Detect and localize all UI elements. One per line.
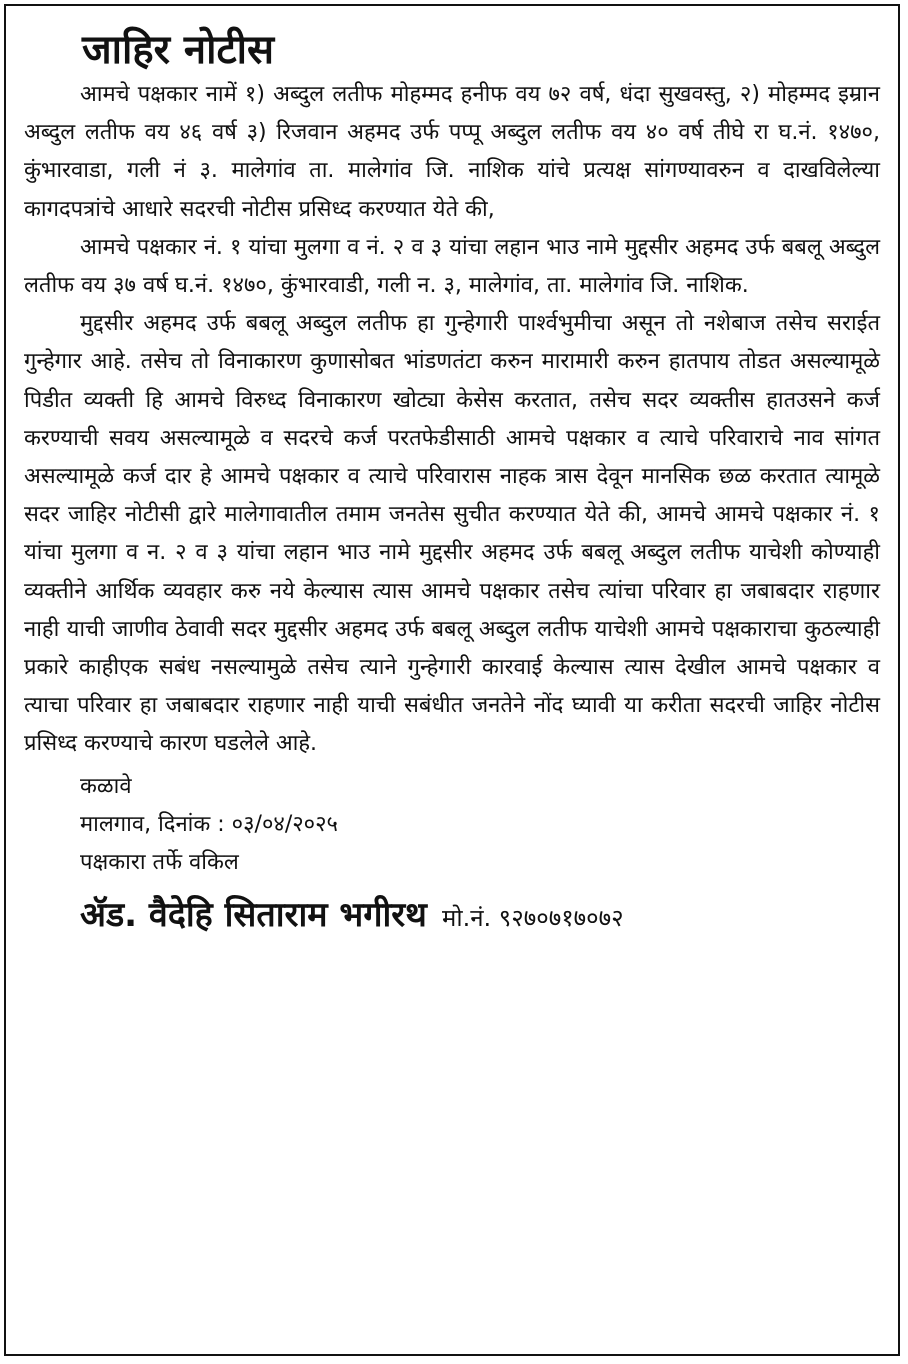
closing-on-behalf: पक्षकारा तर्फे वकिल	[80, 850, 239, 876]
notice-closing	[80, 768, 880, 883]
notice-paragraph-2: आमचे पक्षकार नं. १ यांचा मुलगा व नं. २ व ३ यांचा लहान भाउ नामे मुद्दसीर अहमद उर्फ बबलू अब्दुल लतीफ वय ३७ वर्ष घ.नं. १४७०, कुंभारवाडी, गली न. ३, मालेगांव, ता. मालेगांव जि. नाशिक.	[24, 234, 880, 299]
notice-paragraph-1: आमचे पक्षकार नामें १) अब्दुल लतीफ मोहम्मद हनीफ वय ७२ वर्ष, धंदा सुखवस्तु, २) मोहम्मद इम्रान अब्दुल लतीफ वय ४६ वर्ष ३) रिजवान अहमद उर्फ पप्पू अब्दुल लतीफ वय ४० वर्ष तीघे रा घ.नं. १४७०, कुंभारवाडा, गली नं ३. मालेगांव ता. मालेगांव जि. नाशिक यांचे प्रत्यक्ष सांगण्यावरुन व दाखविलेल्या कागदपत्रांचे आधारे सदरची नोटीस प्रसिध्द करण्यात येते की,	[24, 82, 880, 222]
advocate-signature	[80, 894, 880, 936]
closing-place-date: मालगाव, दिनांक : ०३/०४/२०२५	[80, 811, 338, 837]
closing-regards: कळावे	[80, 773, 132, 799]
notice-title: जाहिर नोटीस	[82, 27, 275, 73]
advocate-mobile: मो.नं. ९२७०७१७०७२	[442, 904, 624, 933]
notice-paragraph-3: मुद्दसीर अहमद उर्फ बबलू अब्दुल लतीफ हा गुन्हेगारी पार्श्वभुमीचा असून तो नशेबाज तसेच सराईत गुन्हेगार आहे. तसेच तो विनाकारण कुणासोबत भांडणतंटा करुन मारामारी करुन हातपाय तोडत असल्यामूळे पिडीत व्यक्ती हि आमचे विरुध्द विनाकारण खोट्या केसेस करतात, तसेच सदर व्यक्तीस हातउसने कर्ज करण्याची सवय असल्यामूळे व सदरचे कर्ज परतफेडीसाठी आमचे पक्षकार व त्याचे परिवाराचे नाव सांगत असल्यामूळे कर्ज दार हे आमचे पक्षकार व त्याचे परिवारास नाहक त्रास देवून मानसिक छळ करतात त्यामूळे सदर जाहिर नोटीसी द्वारे मालेगावातील तमाम जनतेस सुचीत करण्यात येते की, आमचे आमचे पक्षकार नं. १ यांचा मुलगा व न. २ व ३ यांचा लहान भाउ नामे मुद्दसीर अहमद उर्फ बबलू अब्दुल लतीफ याचेशी कोण्याही व्यक्तीने आर्थिक व्यवहार करु नये केल्यास त्यास आमचे पक्षकार तसेच त्यांचा परिवार हा जबाबदार राहणार नाही याची जाणीव ठेवावी सदर मुद्दसीर अहमद उर्फ बबलू अब्दुल लतीफ याचेशी आमचे पक्षकाराचा कुठल्याही प्रकारे काहीएक सबंध नसल्यामुळे तसेच त्याने गुन्हेगारी कारवाई केल्यास त्यास देखील आमचे पक्षकार व त्याचा परिवार हा जबाबदार राहणार नाही याची सबंधीत जनतेने नोंद घ्यावी या करीता सदरची जाहिर नोटीस प्रसिध्द करण्याचे कारण घडलेले आहे.	[24, 311, 880, 757]
public-notice	[4, 4, 900, 1356]
advocate-name: ॲड. वैदेहि सिताराम भगीरथ	[80, 895, 427, 936]
